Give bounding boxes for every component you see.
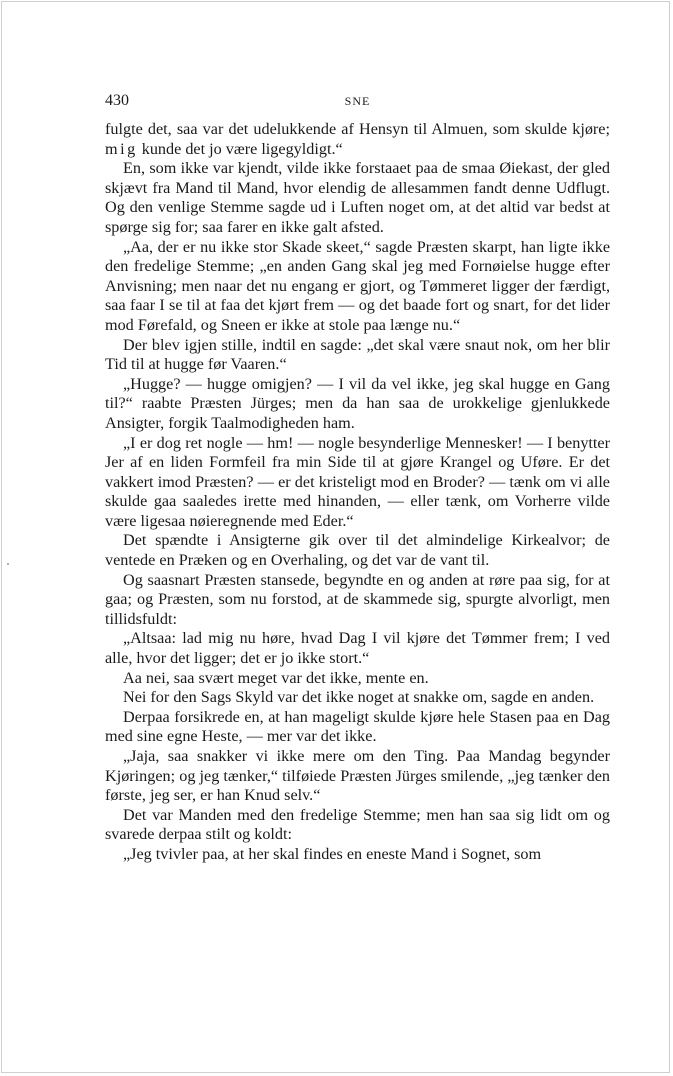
text-segment: Det var Manden med den fredelige Stemme; men han saa sig lidt om og svarede derpaa stilt og koldt:	[105, 805, 610, 844]
text-segment: „Altsaa: lad mig nu høre, hvad Dag I vil kjøre det Tømmer frem; I ved alle, hvor det ligger; det er jo ikke stort.“	[105, 629, 610, 668]
text-segment: „Hugge? — hugge omigjen? — I vil da vel ikke, jeg skal hugge en Gang til?“ raabte Præsten Jürges; men da han saa de urokkelige gjenlukkede Ansigter, forgik Taalmodigheden ham.	[105, 374, 610, 432]
text-segment: kunde det jo være ligegyldigt.“	[137, 139, 343, 158]
paragraph	[105, 531, 610, 570]
paragraph	[105, 375, 610, 434]
text-segment: „Aa, der er nu ikke stor Skade skeet,“ sagde Præsten skarpt, han ligte ikke den fredelige Stemme; „en anden Gang skal jeg med Fornøielse hugge efter Anvisning; men naar det nu engang er gjort, og Tømmeret ligger der færdigt, saa faar I se til at faa det kjørt frem — og det baade fort og snart, for det lider mod Førefald, og Sneen er ikke at stole paa længe nu.“	[105, 237, 610, 334]
page-header	[105, 92, 610, 114]
paragraph	[105, 806, 610, 845]
text-segment: Aa nei, saa svært meget var det ikke, mente en.	[123, 668, 429, 687]
body-text	[105, 120, 610, 865]
paragraph	[105, 571, 610, 630]
page-number: 430	[105, 92, 129, 109]
text-segment: Og saasnart Præsten stansede, begyndte en og anden at røre paa sig, for at gaa; og Præsten, som nu forstod, at de skammede sig, spurgte alvorligt, men tillidsfuldt:	[105, 570, 610, 628]
paragraph	[105, 120, 610, 159]
paragraph	[105, 747, 610, 806]
paragraph	[105, 708, 610, 747]
text-segment: „I er dog ret nogle — hm! — nogle besynderlige Mennesker! — I benytter Jer af en liden Formfeil fra min Side til at gjøre Krangel og Uføre. Er det vakkert imod Præsten? — er det kristeligt mod en Broder? — tænk om vi alle skulde gaa saaledes irette med hinanden, — eller tænk, om Vorherre vilde være ligesaa nøieregnende med Eder.“	[105, 433, 610, 530]
paragraph	[105, 238, 610, 336]
page-speck	[7, 563, 9, 565]
paragraph	[105, 845, 610, 865]
text-segment: Der blev igjen stille, indtil en sagde: „det skal være snaut nok, om her blir Tid til at hugge før Vaaren.“	[105, 335, 610, 374]
text-segment: Det spændte i Ansigterne gik over til det almindelige Kirkealvor; de ventede en Præken og en Overhaling, og det var de vant til.	[105, 531, 610, 570]
running-head: SNE	[344, 94, 371, 108]
paragraph	[105, 336, 610, 375]
paragraph	[105, 629, 610, 668]
text-segment: Derpaa forsikrede en, at han mageligt skulde kjøre hele Stasen paa en Dag med sine egne Heste, — mer var det ikke.	[105, 707, 610, 746]
text-segment: „Jaja, saa snakker vi ikke mere om den Ting. Paa Mandag begynder Kjøringen; og jeg tænker,“ tilføiede Præsten Jürges smilende, „jeg tænker den første, jeg ser, er han Knud selv.“	[105, 747, 610, 805]
text-segment: „Jeg tvivler paa, at her skal findes en eneste Mand i Sognet, som	[123, 844, 542, 863]
text-segment: En, som ikke var kjendt, vilde ikke forstaaet paa de smaa Øiekast, der gled skjævt fra Mand til Mand, hvor elendig de allesammen fandt denne Udflugt. Og den venlige Stemme sagde ud i Luften noget om, at det altid var bedst at spørge sig for; saa farer en ikke galt afsted.	[105, 159, 610, 236]
paragraph	[105, 434, 610, 532]
emphasized-text: mig	[105, 139, 138, 158]
text-segment: fulgte det, saa var det udelukkende af Hensyn til Almuen, som skulde kjøre;	[105, 120, 610, 138]
paragraph	[105, 159, 610, 237]
text-segment: Nei for den Sags Skyld var det ikke noget at snakke om, sagde en anden.	[123, 688, 595, 707]
paragraph	[105, 688, 610, 708]
paragraph	[105, 669, 610, 689]
